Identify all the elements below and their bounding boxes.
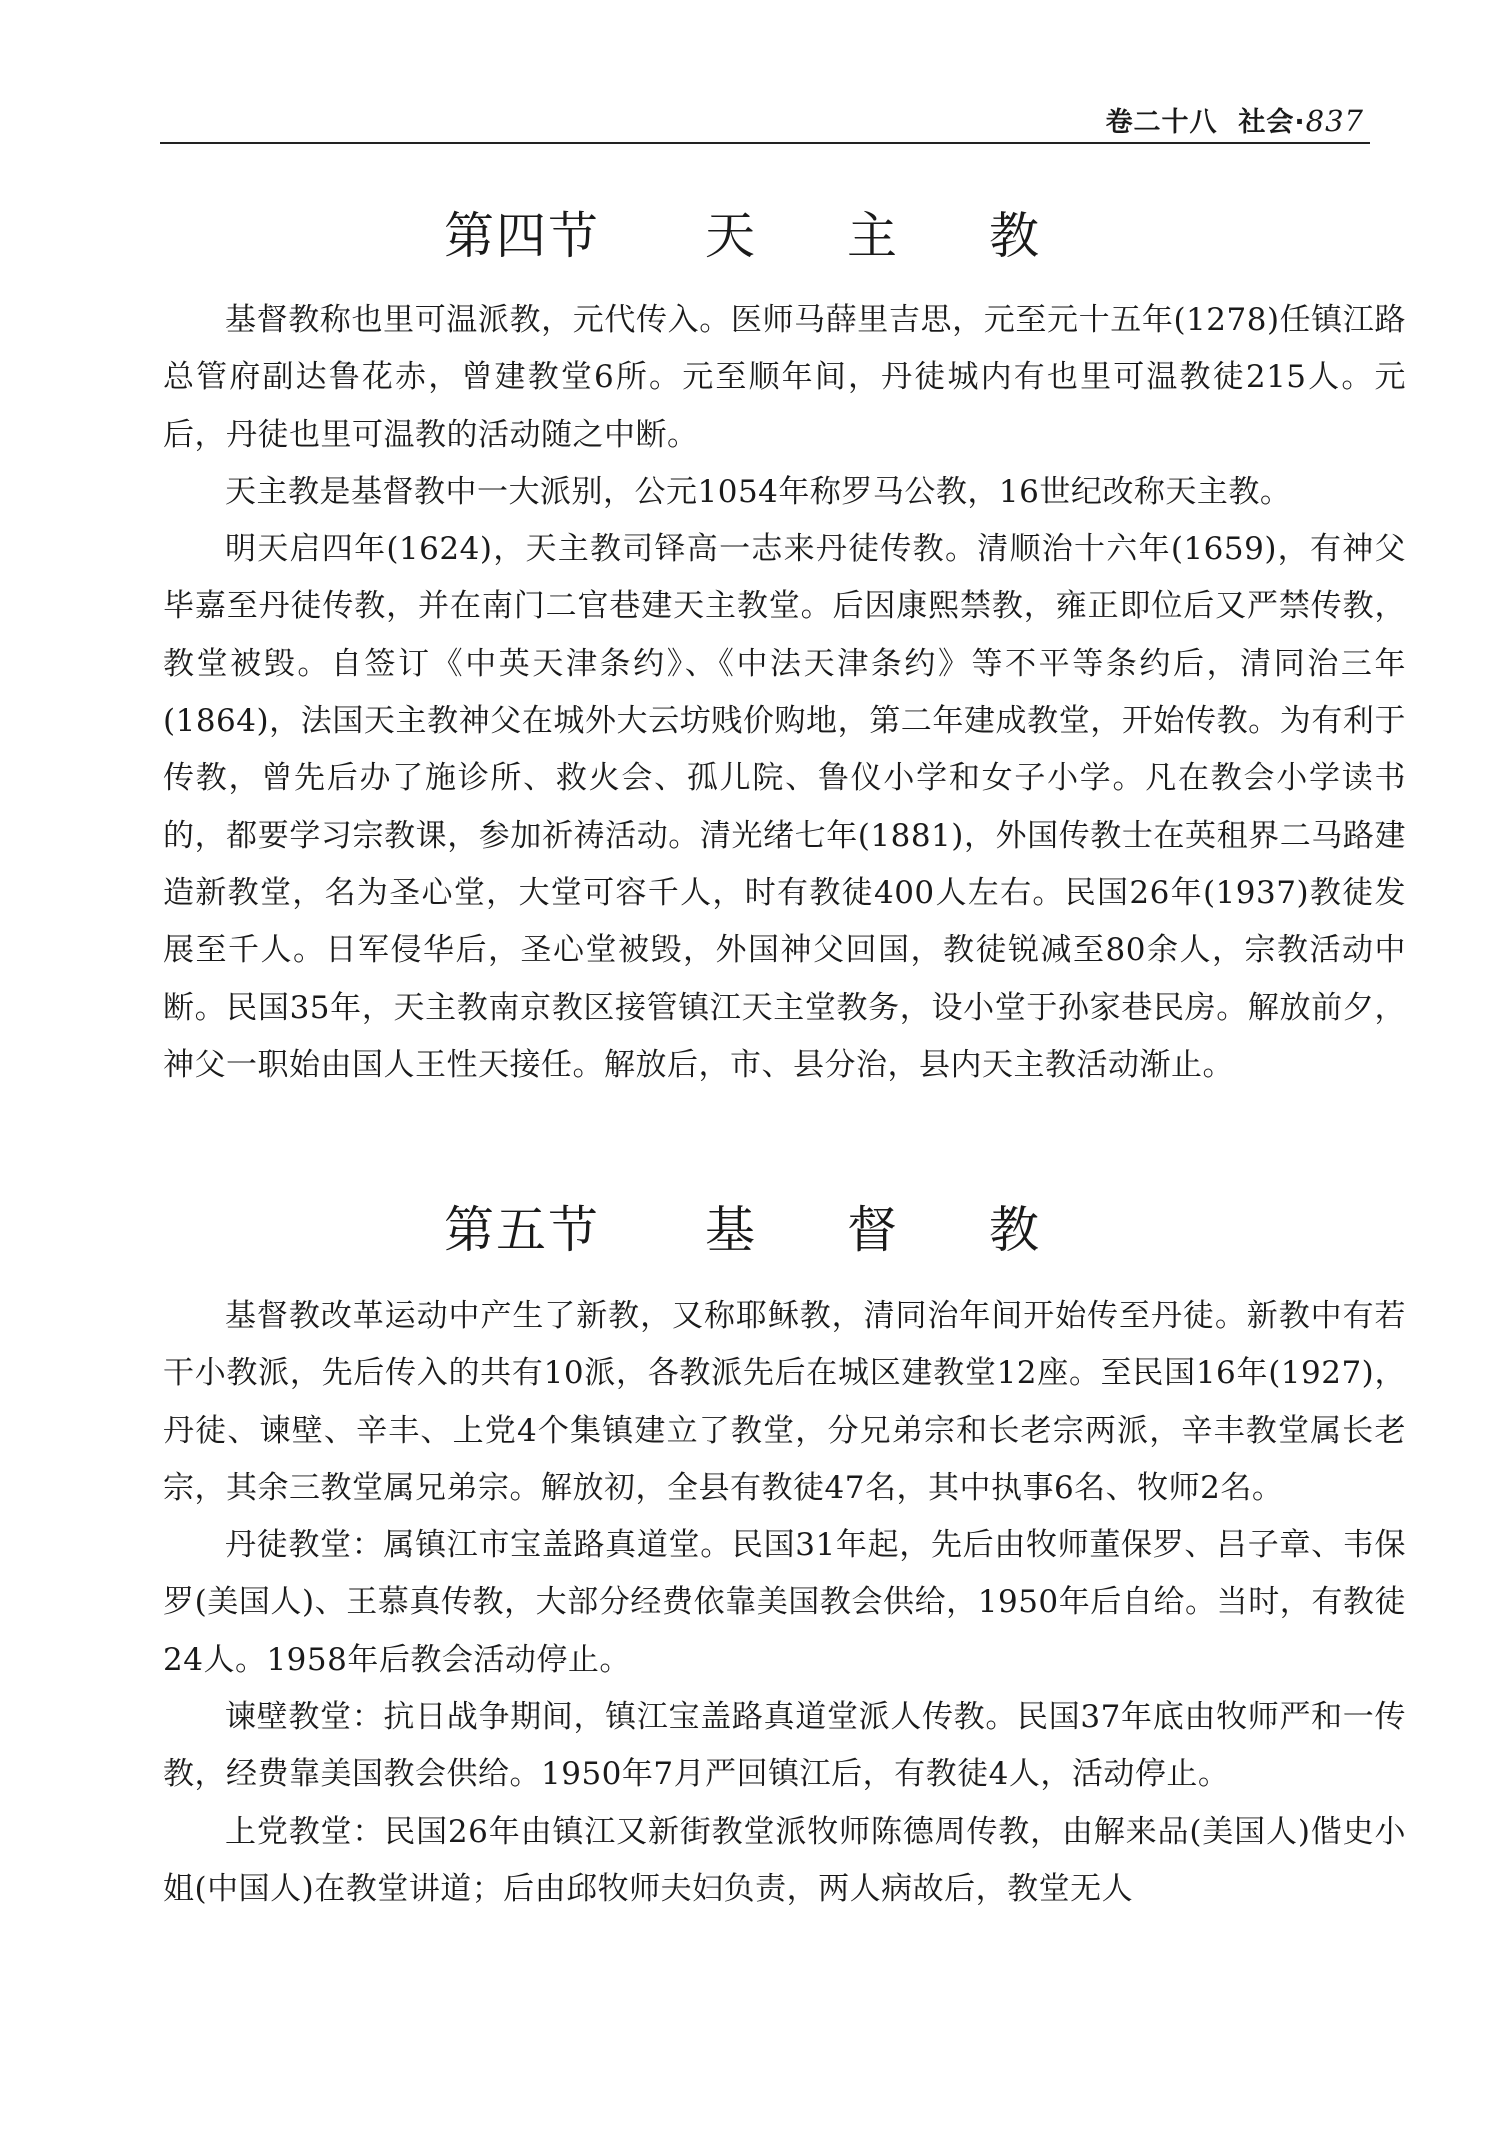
volume-label: 卷二十八 [1105, 107, 1218, 138]
running-header [160, 98, 1370, 144]
paragraph: 丹徒教堂：属镇江市宝盖路真道堂。民国31年起，先后由牧师董保罗、吕子章、韦保罗(美国人)、王慕真传教，大部分经费依靠美国教会供给，1950年后自给。当时，有教徒24人。1958年后教会活动停止。 [163, 1527, 1406, 1678]
section-5-title-char: 教 [989, 1201, 1041, 1259]
section-4-title-char: 主 [847, 207, 899, 265]
section-5-title-char: 督 [847, 1201, 899, 1259]
separator: · [1294, 107, 1306, 138]
section-5-title-char: 基 [705, 1201, 757, 1259]
section-5-title [160, 1190, 1370, 1262]
section-4-title-char: 教 [989, 207, 1041, 265]
paragraph: 天主教是基督教中一大派别，公元1054年称罗马公教，16世纪改称天主教。 [225, 473, 1292, 510]
section-label: 社会 [1238, 107, 1295, 138]
running-head-text [1106, 100, 1364, 139]
section-4-body [163, 292, 1406, 1094]
page-number: 837 [1305, 104, 1364, 138]
paragraph: 谏壁教堂：抗日战争期间，镇江宝盖路真道堂派人传教。民国37年底由牧师严和一传教，经费靠美国教会供给。1950年7月严回镇江后，有教徒4人，活动停止。 [163, 1699, 1406, 1793]
section-5-body [163, 1288, 1406, 1918]
paragraph: 明天启四年(1624)，天主教司铎高一志来丹徒传教。清顺治十六年(1659)，有神父毕嘉至丹徒传教，并在南门二官巷建天主教堂。后因康熙禁教，雍正即位后又严禁传教，教堂被毁。自签订《中英天津条约》、《中法天津条约》等不平等条约后，清同治三年(1864)，法国天主教神父在城外大云坊贱价购地，第二年建成教堂，开始传教。为有利于传教，曾先后办了施诊所、救火会、孤儿院、鲁仪小学和女子小学。凡在教会小学读书的，都要学习宗教课，参加祈祷活动。清光绪七年(1881)，外国传教士在英租界二马路建造新教堂，名为圣心堂，大堂可容千人，时有教徒400人左右。民国26年(1937)教徒发展至千人。日军侵华后，圣心堂被毁，外国神父回国，教徒锐减至80余人，宗教活动中断。民国35年，天主教南京教区接管镇江天主堂教务，设小堂于孙家巷民房。解放前夕，神父一职始由国人王性天接任。解放后，市、县分治，县内天主教活动渐止。 [163, 531, 1406, 1083]
section-4-title-char: 天 [705, 207, 757, 265]
paragraph: 上党教堂：民国26年由镇江又新街教堂派牧师陈德周传教，由解来品(美国人)偕史小姐(中国人)在教堂讲道；后由邱牧师夫妇负责，两人病故后，教堂无人 [163, 1813, 1406, 1907]
paragraph: 基督教称也里可温派教，元代传入。医师马薛里吉思，元至元十五年(1278)任镇江路总管府副达鲁花赤，曾建教堂6所。元至顺年间，丹徒城内有也里可温教徒215人。元后，丹徒也里可温教的活动随之中断。 [163, 302, 1406, 453]
section-4-number: 第四节 [444, 207, 600, 265]
section-5-number: 第五节 [444, 1201, 600, 1259]
section-4-title [160, 196, 1370, 268]
paragraph: 基督教改革运动中产生了新教，又称耶稣教，清同治年间开始传至丹徒。新教中有若干小教派，先后传入的共有10派，各教派先后在城区建教堂12座。至民国16年(1927)，丹徒、谏壁、辛丰、上党4个集镇建立了教堂，分兄弟宗和长老宗两派，辛丰教堂属长老宗，其余三教堂属兄弟宗。解放初，全县有教徒47名，其中执事6名、牧师2名。 [163, 1298, 1406, 1506]
